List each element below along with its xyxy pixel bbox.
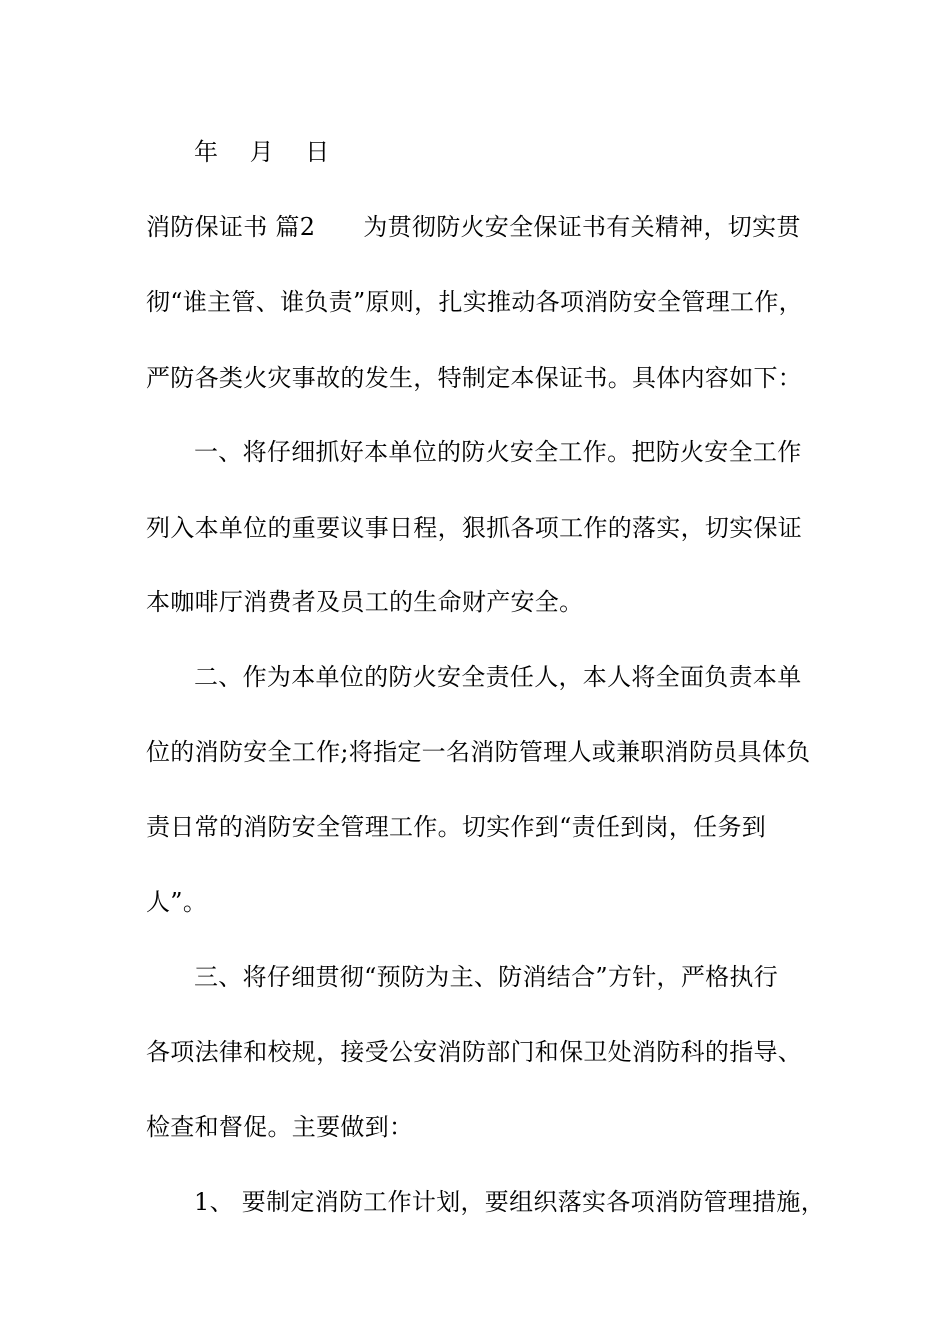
paragraph-line-2: 彻“谁主管、谁负责”原则，扎实推动各项消防安全管理工作， (146, 288, 803, 316)
section-heading-line (146, 212, 836, 242)
item-one-line-2: 列入本单位的重要议事日程，狠抓各项工作的落实，切实保证 (146, 514, 803, 542)
item-three-line-2: 各项法律和校规，接受公安消防部门和保卫处消防科的指导、 (146, 1038, 803, 1066)
item-two-line-3: 责日常的消防安全管理工作。切实作到“责任到岗，任务到 (146, 813, 767, 841)
item-one-line-1: 一、将仔细抓好本单位的防火安全工作。把防火安全工作 (194, 438, 802, 466)
item-two-line-2: 位的消防安全工作;将指定一名消防管理人或兼职消防员具体负 (146, 738, 811, 766)
item-two-line-1: 二、作为本单位的防火安全责任人，本人将全面负责本单 (194, 663, 802, 691)
item-two-line-4: 人”。 (146, 888, 208, 916)
paragraph-line-1: 为贯彻防火安全保证书有关精神，切实贯 (363, 213, 801, 241)
date-line: 年 月 日 (194, 138, 342, 166)
item-one-line-3: 本咖啡厅消费者及员工的生命财产安全。 (146, 588, 584, 616)
item-three-line-3: 检查和督促。主要做到： (146, 1113, 414, 1141)
paragraph-line-3: 严防各类火灾事故的发生，特制定本保证书。具体内容如下： (146, 364, 803, 392)
sub-item-one-line: 1、 要制定消防工作计划，要组织落实各项消防管理措施， (194, 1188, 825, 1216)
section-title: 消防保证书 篇2 (146, 213, 316, 241)
item-three-line-1: 三、将仔细贯彻“预防为主、防消结合”方针，严格执行 (194, 963, 779, 991)
